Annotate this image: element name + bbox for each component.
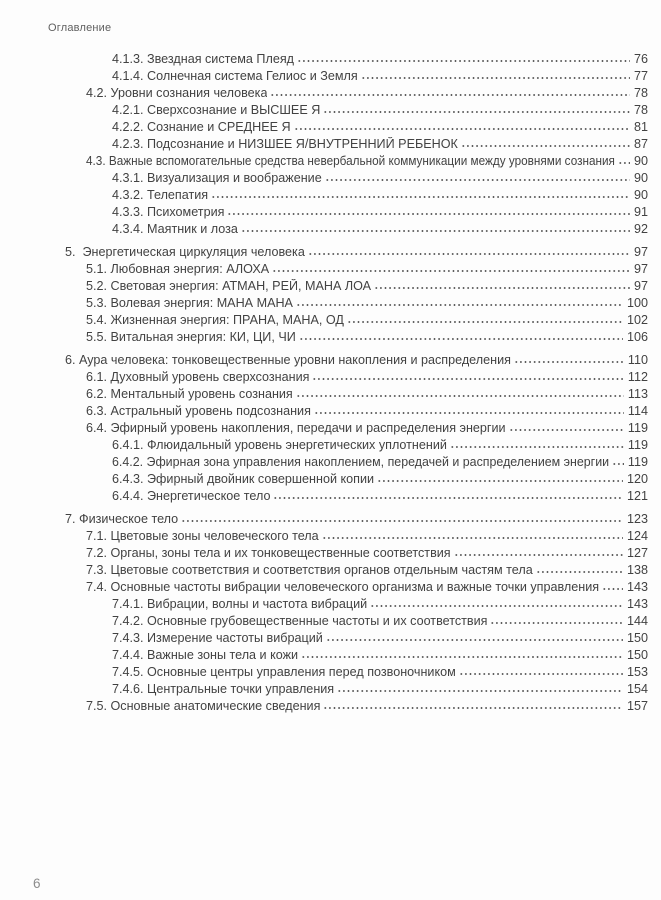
toc-entry (0, 262, 648, 279)
dot-leader (312, 377, 623, 381)
toc-entry-page: 120 (626, 472, 648, 486)
toc-entry (0, 489, 648, 506)
toc-entry-label: 4.3. Важные вспомогательные средства невербальной коммуникации между уровнями сознания (86, 154, 615, 168)
dot-leader (299, 337, 623, 341)
toc-entry (0, 279, 648, 296)
toc-entry (0, 245, 648, 262)
dot-leader (241, 229, 630, 233)
toc-entry-label: 7.4.5. Основные центры управления перед позвоночником (112, 665, 456, 679)
toc-entry (0, 222, 648, 239)
toc-entry-page: 97 (633, 279, 648, 293)
toc-entry-label: 5.5. Витальная энергия: КИ, ЦИ, ЧИ (86, 330, 296, 344)
toc-entry-label: 6.4.2. Эфирная зона управления накоплением, передачей и распределением энергии (112, 455, 609, 469)
toc-entry-label: 7.4.6. Центральные точки управления (112, 682, 335, 696)
toc-entry-label: 6.4. Эфирный уровень накопления, передачи и распределения энергии (86, 421, 506, 435)
toc-entry-page: 90 (633, 171, 648, 185)
toc-entry-page: 143 (626, 580, 648, 594)
toc-entry-label: 4.1.4. Солнечная система Гелиос и Земля (112, 69, 358, 83)
dot-leader (612, 462, 624, 466)
toc-entry (0, 69, 648, 86)
toc-entry-label: 7. Физическое тело (65, 512, 179, 526)
dot-leader (618, 161, 630, 165)
toc-entry-label: 4.3.1. Визуализация и воображение (112, 171, 322, 185)
toc-entry (0, 86, 648, 103)
toc-entry (0, 137, 648, 154)
toc-entry-label: 5.4. Жизненная энергия: ПРАНА, МАНА, ОД (86, 313, 344, 327)
toc-entry-page: 150 (626, 631, 648, 645)
toc-entry-page: 124 (626, 529, 648, 543)
dot-leader (301, 655, 623, 659)
toc-group (0, 353, 648, 506)
toc-entry (0, 699, 648, 716)
dot-leader (270, 93, 630, 97)
dot-leader (273, 496, 623, 500)
toc-entry-label: 7.4.2. Основные грубовещественные частоты и их соответствия (112, 614, 488, 628)
toc-entry-page: 97 (633, 262, 648, 276)
toc-entry-page: 100 (626, 296, 648, 310)
dot-leader (314, 411, 624, 415)
toc-entry-page: 138 (626, 563, 648, 577)
toc-entry-label: 5.2. Световая энергия: АТМАН, РЕЙ, МАНА ЛОА (86, 279, 372, 293)
toc-entry (0, 580, 648, 597)
toc-entry (0, 529, 648, 546)
toc-entry-page: 123 (626, 512, 648, 526)
toc-entry-label: 4.1.3. Звездная система Плеяд (112, 52, 295, 66)
toc-entry-page: 119 (627, 455, 648, 469)
toc-entry-label: 4.3.3. Психометрия (112, 205, 225, 219)
toc-entry-label: 6. Аура человека: тонковещественные уровни накопления и распределения (65, 353, 511, 367)
toc-entry-label: 6.3. Астральный уровень подсознания (86, 404, 311, 418)
toc-entry (0, 648, 648, 665)
dot-leader (459, 672, 623, 676)
toc-entry-page: 78 (633, 103, 648, 117)
toc-entry-page: 77 (633, 69, 648, 83)
toc-entry-label: 7.4. Основные частоты вибрации человеческого организма и важные точки управления (86, 580, 600, 594)
toc-entry (0, 154, 648, 171)
toc-entry (0, 353, 648, 370)
toc-entry-label: 4.2. Уровни сознания человека (86, 86, 268, 100)
toc-entry-page: 106 (626, 330, 648, 344)
toc-entry-label: 4.2.1. Сверхсознание и ВЫСШЕЕ Я (112, 103, 321, 117)
dot-leader (227, 212, 630, 216)
toc-entry (0, 631, 648, 648)
dot-leader (509, 428, 624, 432)
footer-page-number: 6 (33, 876, 41, 891)
toc-entry-label: 4.2.3. Подсознание и НИЗШЕЕ Я/ВНУТРЕННИЙ РЕБЕНОК (112, 137, 458, 151)
toc-entry-page: 87 (633, 137, 648, 151)
dot-leader (361, 76, 630, 80)
toc-entry-page: 150 (626, 648, 648, 662)
dot-leader (323, 110, 630, 114)
toc-entry (0, 472, 648, 489)
dot-leader (272, 269, 630, 273)
toc-entry-page: 110 (627, 353, 648, 367)
dot-leader (294, 127, 630, 131)
toc-entry-label: 7.2. Органы, зоны тела и их тонковещественные соответствия (86, 546, 451, 560)
dot-leader (308, 252, 630, 256)
toc-entry-label: 7.5. Основные анатомические сведения (86, 699, 321, 713)
toc-entry-page: 81 (633, 120, 648, 134)
toc-entry (0, 455, 648, 472)
dot-leader (490, 621, 623, 625)
dot-leader (296, 303, 623, 307)
toc-entry-page: 127 (626, 546, 648, 560)
toc-entry-page: 143 (626, 597, 648, 611)
toc-entry-page: 114 (627, 404, 648, 418)
toc-entry-page: 157 (626, 699, 648, 713)
toc-entry (0, 52, 648, 69)
toc (0, 52, 648, 716)
toc-entry-label: 7.1. Цветовые зоны человеческого тела (86, 529, 319, 543)
toc-entry (0, 438, 648, 455)
toc-entry (0, 563, 648, 580)
toc-entry-page: 91 (633, 205, 648, 219)
toc-entry-label: 7.4.4. Важные зоны тела и кожи (112, 648, 299, 662)
toc-entry (0, 370, 648, 387)
toc-group (0, 245, 648, 347)
toc-entry-page: 90 (633, 188, 648, 202)
toc-entry (0, 330, 648, 347)
toc-entry (0, 188, 648, 205)
toc-entry (0, 120, 648, 137)
toc-group (0, 512, 648, 716)
toc-entry-label: 4.3.4. Маятник и лоза (112, 222, 238, 236)
toc-entry-label: 6.1. Духовный уровень сверхсознания (86, 370, 310, 384)
dot-leader (296, 394, 624, 398)
toc-entry (0, 404, 648, 421)
toc-entry-page: 119 (627, 438, 648, 452)
dot-leader (370, 604, 623, 608)
dot-leader (461, 144, 630, 148)
dot-leader (374, 286, 630, 290)
toc-entry (0, 387, 648, 404)
toc-entry-label: 4.3.2. Телепатия (112, 188, 209, 202)
toc-entry-page: 112 (627, 370, 648, 384)
toc-entry (0, 296, 648, 313)
toc-entry-label: 7.4.1. Вибрации, волны и частота вибраций (112, 597, 368, 611)
dot-leader (377, 479, 623, 483)
dot-leader (326, 638, 623, 642)
toc-entry-label: 6.4.3. Эфирный двойник совершенной копии (112, 472, 375, 486)
toc-entry-page: 121 (626, 489, 648, 503)
dot-leader (514, 360, 624, 364)
toc-entry (0, 682, 648, 699)
toc-entry-label: 5. Энергетическая циркуляция человека (65, 245, 305, 259)
dot-leader (211, 195, 630, 199)
toc-entry-label: 5.3. Волевая энергия: МАНА МАНА (86, 296, 293, 310)
dot-leader (181, 519, 623, 523)
toc-entry-page: 76 (633, 52, 648, 66)
toc-entry-page: 154 (626, 682, 648, 696)
toc-entry (0, 597, 648, 614)
toc-entry (0, 171, 648, 188)
toc-entry-page: 90 (633, 154, 648, 168)
dot-leader (297, 59, 630, 63)
toc-entry-page: 92 (633, 222, 648, 236)
toc-entry (0, 103, 648, 120)
toc-entry-label: 4.2.2. Сознание и СРЕДНЕЕ Я (112, 120, 291, 134)
toc-entry (0, 512, 648, 529)
toc-entry-label: 7.4.3. Измерение частоты вибраций (112, 631, 323, 645)
toc-entry (0, 421, 648, 438)
toc-entry-page: 153 (626, 665, 648, 679)
dot-leader (450, 445, 624, 449)
toc-entry-page: 97 (633, 245, 648, 259)
toc-group (0, 52, 648, 239)
toc-entry (0, 614, 648, 631)
toc-entry (0, 313, 648, 330)
toc-entry-label: 6.4.1. Флюидальный уровень энергетических уплотнений (112, 438, 447, 452)
dot-leader (325, 178, 630, 182)
dot-leader (323, 706, 623, 710)
dot-leader (347, 320, 623, 324)
toc-entry (0, 546, 648, 563)
toc-entry-page: 113 (627, 387, 648, 401)
toc-entry-page: 78 (633, 86, 648, 100)
toc-entry-page: 102 (626, 313, 648, 327)
toc-entry-label: 6.4.4. Энергетическое тело (112, 489, 271, 503)
toc-entry-label: 6.2. Ментальный уровень сознания (86, 387, 293, 401)
dot-leader (337, 689, 623, 693)
dot-leader (536, 570, 623, 574)
toc-entry (0, 665, 648, 682)
toc-entry-page: 144 (626, 614, 648, 628)
toc-entry (0, 205, 648, 222)
dot-leader (322, 536, 623, 540)
dot-leader (602, 587, 623, 591)
page-header-title: Оглавление (48, 22, 112, 34)
toc-entry-label: 5.1. Любовная энергия: АЛОХА (86, 262, 270, 276)
toc-entry-page: 119 (627, 421, 648, 435)
dot-leader (454, 553, 623, 557)
toc-entry-label: 7.3. Цветовые соответствия и соответствия органов отдельным частям тела (86, 563, 533, 577)
